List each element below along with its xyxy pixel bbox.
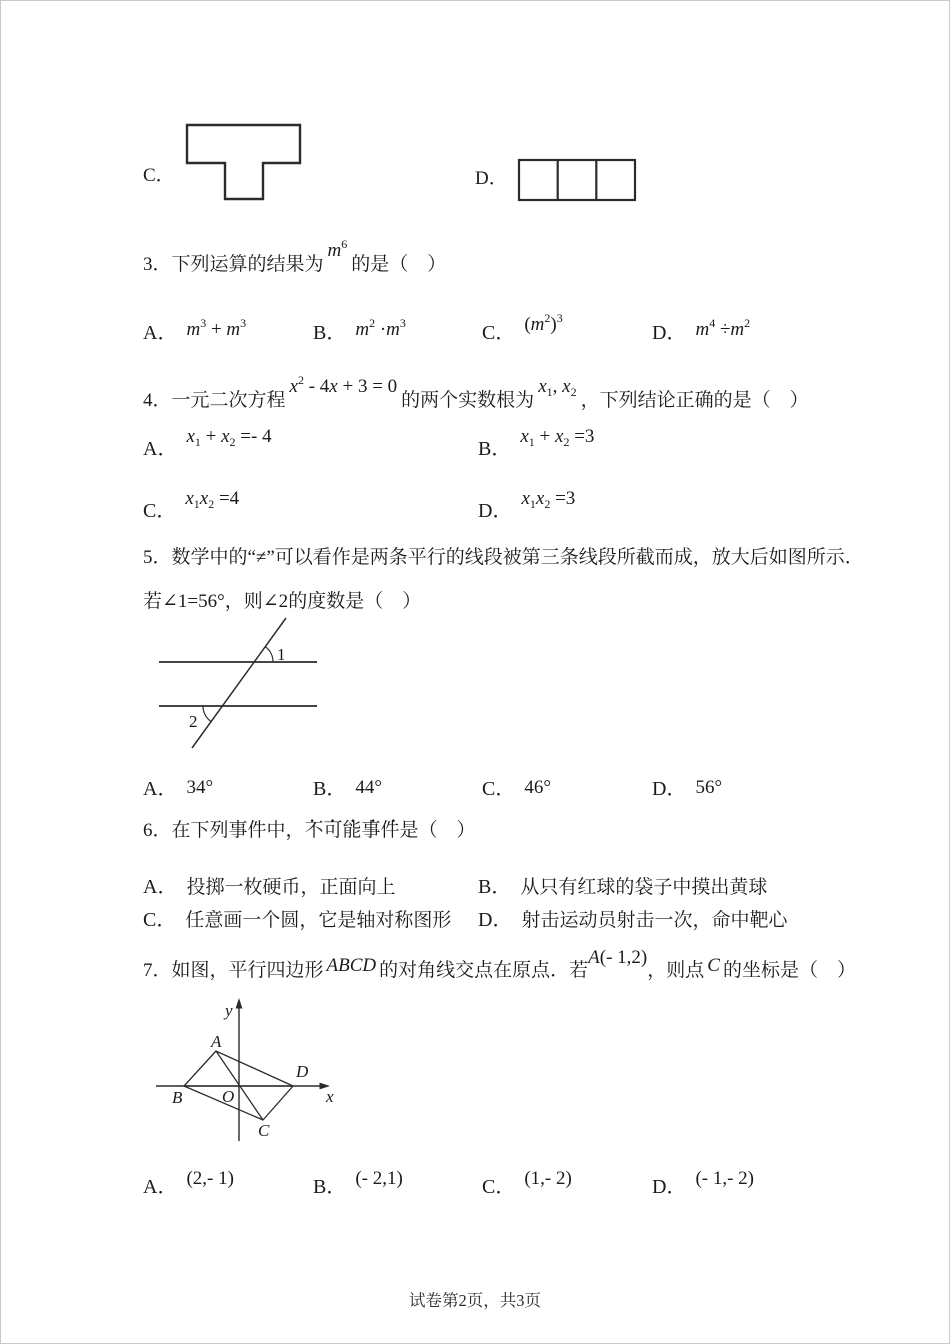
q5-angle2: ∠2 [262, 591, 289, 612]
t-shape-figure [185, 122, 305, 202]
question-5-text-line2: 若∠1=56°，则∠2的度数是（ ） [143, 591, 422, 612]
q3-option-c: C． $(m^2)^3$ [482, 311, 563, 344]
q4-equation: $x^2 - 4x + 3 = 0$ [289, 373, 398, 397]
q3-number: 3． [143, 254, 172, 275]
q7-number: 7． [143, 960, 172, 981]
q6-option-c: C． 任意画一个圆，它是轴对称图形 [143, 909, 452, 931]
q4-option-b: B．$x_1 + x_2 =3$ [478, 426, 595, 460]
q7-point-a-coords: A(- 1,2) [588, 947, 648, 968]
question-7-text: 7．如图，平行四边形 ABCD 的对角线交点在原点．若A(- 1,2)，则点 C 的坐标是（ ） [143, 947, 856, 981]
q6-option-b: B． 从只有红球的袋子中摸出黄球 [478, 876, 768, 898]
question-3-text: 3．下列运算的结果为$m^6$的是（ ） [143, 237, 447, 275]
q5-options [0, 772, 950, 812]
q4-option-a: A．$x_1 + x_2 =- 4$ [143, 426, 272, 460]
question-6-text: 6．在下列事件中，••••• 不可能事件是（ ） [143, 818, 476, 844]
q4-options-row-1 [0, 426, 950, 472]
q5-option-d: D． 56° [652, 777, 723, 800]
q7-option-b: B． (- 2,1) [313, 1168, 403, 1198]
q7-option-a: A． (2,- 1) [143, 1168, 234, 1198]
q5-fig-angle1-label: 1 [277, 645, 286, 664]
q3-expr: $m^6$ [327, 237, 348, 261]
q5-number: 5． [143, 547, 172, 568]
q7-fig-vertex-c-label: C [258, 1121, 270, 1140]
q6-options-row-2 [0, 903, 950, 943]
q7-fig-origin-label: O [222, 1087, 235, 1106]
q7-options [0, 1170, 950, 1210]
q7-point-c: C [707, 955, 720, 976]
q5-fig-angle2-label: 2 [189, 712, 198, 731]
q2-option-d-label: D． [475, 168, 508, 189]
q7-fig-vertex-d-label: D [296, 1062, 309, 1081]
parallelogram-coordinate-figure [150, 995, 345, 1150]
q7-fig-x-axis-label: x [326, 1087, 334, 1106]
q4-option-c: C．$x_1x_2 =4$ [143, 488, 240, 522]
q3-option-b: B． $m^2 \cdot m^3$ [313, 316, 406, 344]
q5-option-c: C． 46° [482, 777, 551, 800]
parallel-lines-transversal-figure [155, 612, 335, 760]
q7-fig-vertex-b-label: B [172, 1088, 183, 1107]
q2-option-c-label: C． [143, 165, 175, 186]
q4-number: 4． [143, 390, 172, 411]
q7-fig-vertex-a-label: A [211, 1032, 222, 1051]
q6-option-d: D． 射击运动员射击一次，命中靶心 [478, 909, 788, 931]
q5-option-b: B． 44° [313, 777, 382, 800]
three-squares-figure [517, 156, 639, 203]
q4-options-row-2 [0, 488, 950, 534]
q6-emphasized-phrase: ••••• 不可能事件 [305, 818, 400, 844]
q7-option-d: D． (- 1,- 2) [652, 1168, 755, 1198]
q7-parallelogram-name: ABCD [326, 955, 377, 976]
page-footer: 试卷第2页，共3页 [409, 1291, 541, 1310]
q7-fig-y-axis-label: y [225, 1001, 233, 1020]
q5-option-a: A． 34° [143, 777, 214, 800]
q7-option-c: C． (1,- 2) [482, 1168, 572, 1198]
q6-number: 6． [143, 820, 172, 841]
q4-roots: $x_1$, $x_2$ [538, 376, 577, 399]
q5-angle1-value: ∠1=56° [162, 591, 225, 612]
q3-options [0, 311, 950, 356]
q4-option-d: D．$x_1x_2 =3$ [478, 488, 576, 522]
q6-option-a: A． 投掷一枚硬币，正面向上 [143, 876, 396, 898]
question-4-text: 4．一元二次方程$x^2 - 4x + 3 = 0$的两个实数根为$x_1$, $x_2$ ，下列结论正确的是（ ） [143, 373, 809, 411]
q3-option-d: D． $m^4 \div m^2$ [652, 316, 751, 344]
q3-option-a: A． $m^3 + m^3$ [143, 316, 247, 344]
question-5-text-line1: 5．数学中的“≠”可以看作是两条平行的线段被第三条线段所截而成，放大后如图所示． [143, 547, 864, 568]
